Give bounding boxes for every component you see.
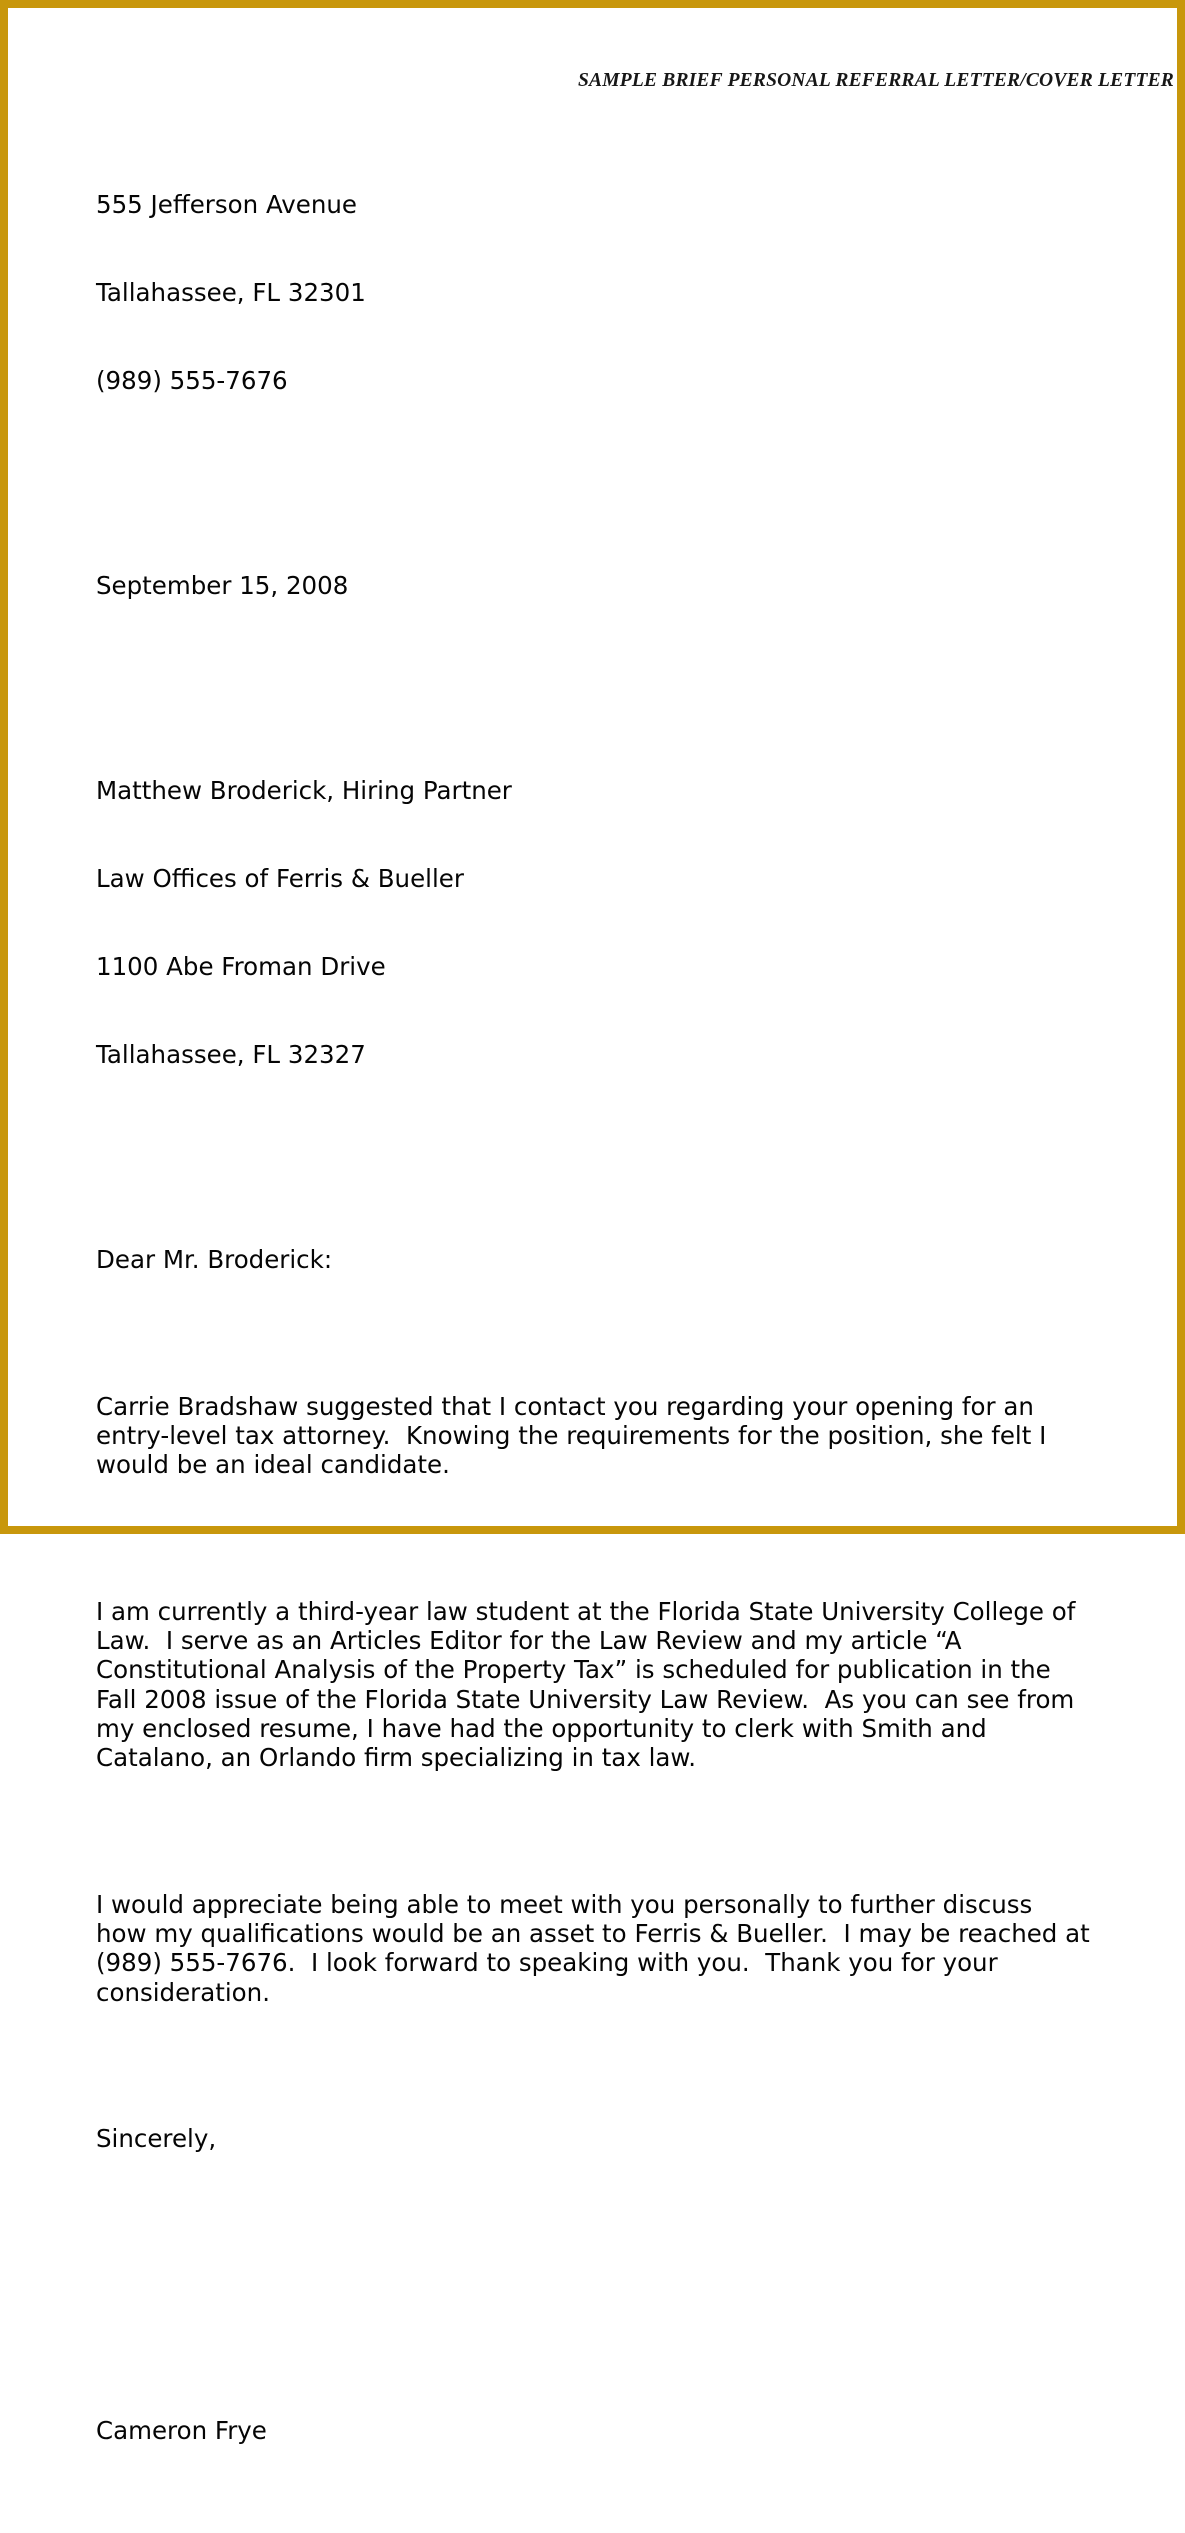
body-paragraph-2: I am currently a third-year law student at the Florida State University College of Law. I serve as an Articles Editor for the Law Review and my article “A Constitutional Analysis of the Property Tax” is scheduled for publication in the Fall 2008 issue of the Florida State University Law Review. As you can see from my enclosed resume, I have had the opportunity to clerk with Smith and Catalano, an Orlando firm specializing in tax law. <box>96 1596 1084 1773</box>
body-paragraph-3: I would appreciate being able to meet with you personally to further discuss how my qualifications would be an asset to Ferris & Bueller. I may be reached at (989) 555-7676. I look forward to speaking with you. Thank you for your consideration. <box>96 1889 1098 2007</box>
letter-content-column <box>96 8 1098 2533</box>
recipient-city-state-zip: Tallahassee, FL 32327 <box>96 1040 366 1070</box>
sender-city-state-zip: Tallahassee, FL 32301 <box>96 278 366 308</box>
recipient-address-block <box>96 718 1090 1128</box>
document-header-title: SAMPLE BRIEF PERSONAL REFERRAL LETTER/COVER LETTER <box>577 70 1174 91</box>
letter-date: September 15, 2008 <box>96 571 349 601</box>
signature-space <box>96 2241 1090 2328</box>
recipient-organization: Law Offices of Ferris & Bueller <box>96 864 464 894</box>
recipient-street: 1100 Abe Froman Drive <box>96 952 386 982</box>
body-paragraph-1: Carrie Bradshaw suggested that I contact you regarding your opening for an entry-level tax attorney. Knowing the requirements for the position, she felt I would be an ideal candidate. <box>96 1391 1055 1480</box>
sender-street: 555 Jefferson Avenue <box>96 190 357 220</box>
signature-name: Cameron Frye <box>96 2416 267 2446</box>
closing-salutation: Sincerely, <box>96 2124 217 2154</box>
sender-phone: (989) 555-7676 <box>96 366 288 396</box>
sender-address-block <box>96 132 1090 454</box>
recipient-name-title: Matthew Broderick, Hiring Partner <box>96 776 512 806</box>
salutation: Dear Mr. Broderick: <box>96 1245 333 1275</box>
letter-body <box>96 44 1098 2533</box>
